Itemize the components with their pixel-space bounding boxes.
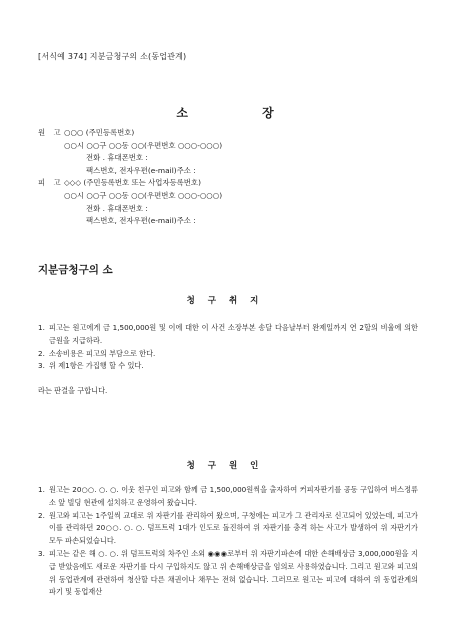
cause-item: 1. 원고는 20○○. ○. ○. 이웃 친구인 피고와 함께 금 1,500,000원씩을 출자하여 커피자판기를 공동 구입하여 버스정류소 앞 빌딩 현관에 설치하고 운영하여 왔습니다. (38, 485, 418, 507)
party-line (38, 203, 438, 216)
party-line (38, 215, 438, 228)
party-text: 전화 . 휴대폰번호 : (86, 153, 148, 163)
party-line (38, 190, 438, 203)
cause-list (38, 484, 418, 599)
party-role: 피 고 (38, 178, 61, 188)
party-text: ◇◇◇ (주민등록번호 또는 사업자등록번호) (64, 178, 201, 188)
claim-text: 소송비용은 피고의 부담으로 한다. (49, 348, 156, 358)
party-role: 원 고 (38, 128, 61, 137)
claim-text: 피고는 원고에게 금 1,500,000원 및 이에 대한 이 사건 소장부본 송달 다음날부터 완제일까지 연 2할의 비율에 의한 금원을 지급하라. (49, 323, 418, 345)
party-text: 팩스번호, 전자우편(e-mail)주소 : (86, 216, 196, 226)
party-line (38, 127, 438, 140)
closing-text: 라는 판결을 구합니다. (38, 386, 108, 395)
cause-text: 원고는 20○○. ○. ○. 이웃 친구인 피고와 함께 금 1,500,000원씩을 출자하여 커피자판기를 공동 구입하여 버스정류소 앞 빌딩 현관에 설치하고 운영하여 왔습니다. (49, 485, 418, 507)
claim-heading: 청 구 취 지 (186, 296, 264, 306)
cause-text: 피고는 같은 해 ○. ○. 위 덤프트럭의 차주인 소외 ◉◉◉로부터 위 자판기파손에 대한 손해배상금 3,000,000원을 지급 받았음에도 새로운 자판기를 다시 구입하지도 않고 위 손해배상금을 임의로 사용하였습니다. 그리고 원고와 피고의 위 동업관계에 관련하여 청산할 다른 채권이나 채무는 전혀 없습니다. 그러므로 원고는 피고에 대하여 위 동업관계의 파기 및 동업재산 (49, 548, 418, 597)
party-line (38, 152, 438, 165)
cause-text: 원고와 피고는 1주일씩 교대로 위 자판기를 관리하여 왔으며, 구청에는 피고가 그 관리자로 신고되어 있었는데, 피고가 이를 관리하던 20○○. ○. ○. 덤프트럭 1대가 인도로 돌진하여 위 자판기를 충격 하는 사고가 발생하여 위 자판기가 모두 파손되었습니다. (49, 510, 418, 546)
party-line (38, 177, 438, 190)
cause-item: 3. 피고는 같은 해 ○. ○. 위 덤프트럭의 차주인 소외 ◉◉◉로부터 위 자판기파손에 대한 손해배상금 3,000,000원을 지급 받았음에도 새로운 자판기를 다시 구입하지도 않고 위 손해배상금을 임의로 사용하였습니다. 그리고 원고와 피고의 위 동업관계에 관련하여 청산할 다른 채권이나 채무는 전혀 없습니다. 그러므로 원고는 피고에 대하여 위 동업관계의 파기 및 동업재산 (38, 548, 418, 597)
claim-item: 1. 피고는 원고에게 금 1,500,000원 및 이에 대한 이 사건 소장부본 송달 다음날부터 완제일까지 연 2할의 비율에 의한 금원을 지급하라. (38, 323, 418, 345)
document-title: 소 장 (176, 106, 274, 120)
case-title: 지분금청구의 소 (38, 264, 113, 276)
form-id: [서식예 374] 지분금청구의 소(동업관계) (38, 52, 187, 61)
claim-item: 3. 위 제1항은 가집행 할 수 있다. (38, 361, 144, 371)
party-line (38, 140, 438, 153)
party-text: 전화 . 휴대폰번호 : (86, 203, 148, 213)
party-text: ○○○ (주민등록번호) (64, 128, 135, 137)
party-block (38, 127, 438, 228)
party-line (38, 165, 438, 178)
cause-heading: 청 구 원 인 (186, 461, 264, 471)
claim-list (38, 322, 418, 373)
party-text: ○○시 ○○구 ○○동 ○○(우편번호 ○○○-○○○) (64, 190, 223, 200)
claim-text: 위 제1항은 가집행 할 수 있다. (49, 361, 144, 371)
party-text: ○○시 ○○구 ○○동 ○○(우편번호 ○○○-○○○) (64, 140, 223, 150)
party-text: 팩스번호, 전자우편(e-mail)주소 : (86, 165, 196, 175)
claim-item: 2. 소송비용은 피고의 부담으로 한다. (38, 348, 156, 358)
cause-item: 2. 원고와 피고는 1주일씩 교대로 위 자판기를 관리하여 왔으며, 구청에는 피고가 그 관리자로 신고되어 있었는데, 피고가 이를 관리하던 20○○. ○. ○. 덤프트럭 1대가 인도로 돌진하여 위 자판기를 충격 하는 사고가 발생하여 위 자판기가 모두 파손되었습니다. (38, 510, 418, 546)
